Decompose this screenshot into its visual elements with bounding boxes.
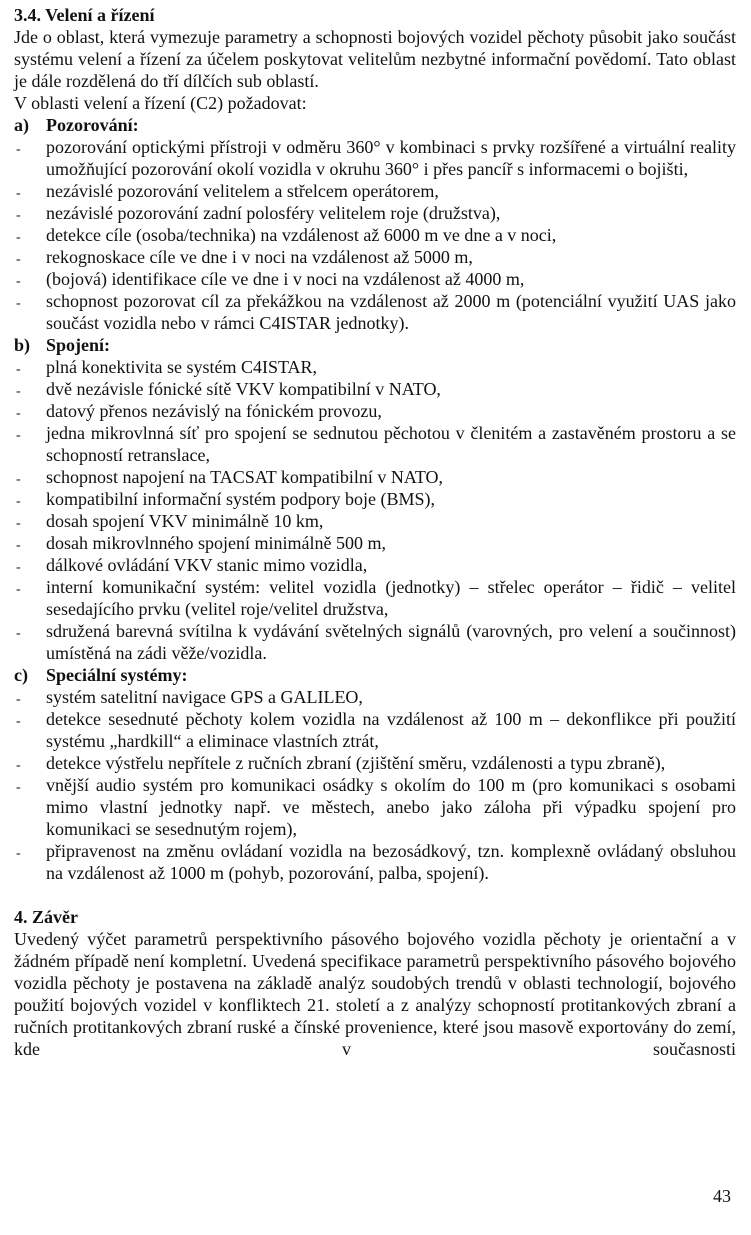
dash-bullet-icon: -	[16, 384, 21, 399]
dash-bullet-icon: -	[16, 846, 21, 861]
list-item: - detekce výstřelu nepřítele z ručních zbraní (zjištění směru, vzdálenosti a typu zbraně),	[14, 752, 736, 774]
subsection-title: Spojení:	[46, 335, 111, 355]
list-item: - schopnost napojení na TACSAT kompatibilní v NATO,	[14, 466, 736, 488]
dash-bullet-icon: -	[16, 472, 21, 487]
page-number: 43	[713, 1186, 731, 1206]
list-item: - rekognoskace cíle ve dne i v noci na vzdálenost až 5000 m,	[14, 246, 736, 268]
subsection-c-list	[14, 686, 736, 884]
dash-bullet-icon: -	[16, 252, 21, 267]
subsection-a-heading	[14, 114, 736, 136]
list-item: - systém satelitní navigace GPS a GALILEO,	[14, 686, 736, 708]
list-item: - (bojová) identifikace cíle ve dne i v noci na vzdálenost až 4000 m,	[14, 268, 736, 290]
subsection-c-heading	[14, 664, 736, 686]
list-item: - kompatibilní informační systém podpory boje (BMS),	[14, 488, 736, 510]
subsection-title: Pozorování:	[46, 115, 139, 135]
dash-bullet-icon: -	[16, 538, 21, 553]
dash-bullet-icon: -	[16, 560, 21, 575]
list-item: - pozorování optickými přístroji v odměru 360° v kombinaci s prvky rozšířené a virtuální reality umožňující pozorování okolí vozidla v okruhu 360° i přes pancíř s informacemi o bojišti,	[16, 137, 736, 179]
dash-bullet-icon: -	[16, 406, 21, 421]
dash-bullet-icon: -	[16, 274, 21, 289]
list-item: - vnější audio systém pro komunikaci osádky s okolím do 100 m (pro komunikaci s osobami mimo vlastní jednotky např. ve městech, anebo jako záloha při výpadku spojení pro komunikaci se sesednutým rojem),	[16, 775, 736, 839]
section-heading-3-4: 3.4. Velení a řízení	[14, 5, 155, 25]
list-item: - dvě nezávisle fónické sítě VKV kompatibilní v NATO,	[14, 378, 736, 400]
list-item: - schopnost pozorovat cíl za překážkou na vzdálenost až 2000 m (potenciální využití UAS jako součást vozidla nebo v rámci C4ISTAR jednotky).	[16, 291, 736, 333]
subsection-a-list	[14, 136, 736, 334]
section-heading-4: 4. Závěr	[14, 907, 78, 927]
dash-bullet-icon: -	[16, 582, 21, 597]
dash-bullet-icon: -	[16, 142, 21, 157]
list-item: - nezávislé pozorování zadní polosféry velitelem roje (družstva),	[14, 202, 736, 224]
list-item: - jedna mikrovlnná síť pro spojení se sednutou pěchotou v členitém a zastavěném prostoru a se schopností retranslace,	[16, 423, 736, 465]
conclusion-body: Uvedený výčet parametrů perspektivního pásového bojového vozidla pěchoty je orientační a v žádném případě není kompletní. Uvedená specifikace parametrů perspektivního pásového bojového vozidla pěchoty je postavena na základě analýz soudobých trendů v oblasti technologií, bojového použití bojových vozidel v konfliktech 21. století a z analýzy schopností protitankových zbraní a ručních protitankových zbraní ruské a čínské provenience, které jsou masově exportovány do zemí, kde v současnosti	[14, 929, 736, 1059]
section-intro: Jde o oblast, která vymezuje parametry a schopnosti bojových vozidel pěchoty působit jako součást systému velení a řízení za účelem poskytovat velitelům nezbytné informační povědomí. Tato oblast je dále rozdělená do tří dílčích sub oblastí.	[14, 27, 736, 91]
list-item: - dosah spojení VKV minimálně 10 km,	[14, 510, 736, 532]
dash-bullet-icon: -	[16, 230, 21, 245]
document-page	[14, 4, 736, 1060]
list-item: - dosah mikrovlnného spojení minimálně 500 m,	[14, 532, 736, 554]
dash-bullet-icon: -	[16, 494, 21, 509]
dash-bullet-icon: -	[16, 428, 21, 443]
dash-bullet-icon: -	[16, 714, 21, 729]
list-item: - detekce sesednuté pěchoty kolem vozidla na vzdálenost až 100 m – dekonflikce při použití systému „hardkill“ a eliminace vlastních ztrát,	[16, 709, 736, 751]
list-item: - detekce cíle (osoba/technika) na vzdálenost až 6000 m ve dne a v noci,	[14, 224, 736, 246]
dash-bullet-icon: -	[16, 626, 21, 641]
list-item: - nezávislé pozorování velitelem a střelcem operátorem,	[14, 180, 736, 202]
list-item: - interní komunikační systém: velitel vozidla (jednotky) – střelec operátor – řidič – velitel sesedajícího prvku (velitel roje/velitel družstva,	[16, 577, 736, 619]
list-item: - dálkové ovládání VKV stanic mimo vozidla,	[14, 554, 736, 576]
dash-bullet-icon: -	[16, 758, 21, 773]
dash-bullet-icon: -	[16, 296, 21, 311]
dash-bullet-icon: -	[16, 186, 21, 201]
dash-bullet-icon: -	[16, 780, 21, 795]
subsection-title: Speciální systémy:	[46, 665, 188, 685]
section-spacer	[14, 884, 736, 906]
dash-bullet-icon: -	[16, 362, 21, 377]
section-lead: V oblasti velení a řízení (C2) požadovat:	[14, 93, 307, 113]
list-item: - plná konektivita se systém C4ISTAR,	[14, 356, 736, 378]
subsection-letter: c)	[14, 665, 28, 685]
subsection-letter: a)	[14, 115, 29, 135]
list-item: - sdružená barevná svítilna k vydávání světelných signálů (varovných, pro velení a součinnost) umístěná na zádi věže/vozidla.	[16, 621, 736, 663]
dash-bullet-icon: -	[16, 692, 21, 707]
subsection-b-list	[14, 356, 736, 664]
list-item: - datový přenos nezávislý na fónickém provozu,	[14, 400, 736, 422]
list-item: - připravenost na změnu ovládaní vozidla na bezosádkový, tzn. komplexně ovládaný obsluhou na vzdálenost až 1000 m (pohyb, pozorování, palba, spojení).	[16, 841, 736, 883]
dash-bullet-icon: -	[16, 208, 21, 223]
subsection-letter: b)	[14, 335, 31, 355]
subsection-b-heading	[14, 334, 736, 356]
dash-bullet-icon: -	[16, 516, 21, 531]
